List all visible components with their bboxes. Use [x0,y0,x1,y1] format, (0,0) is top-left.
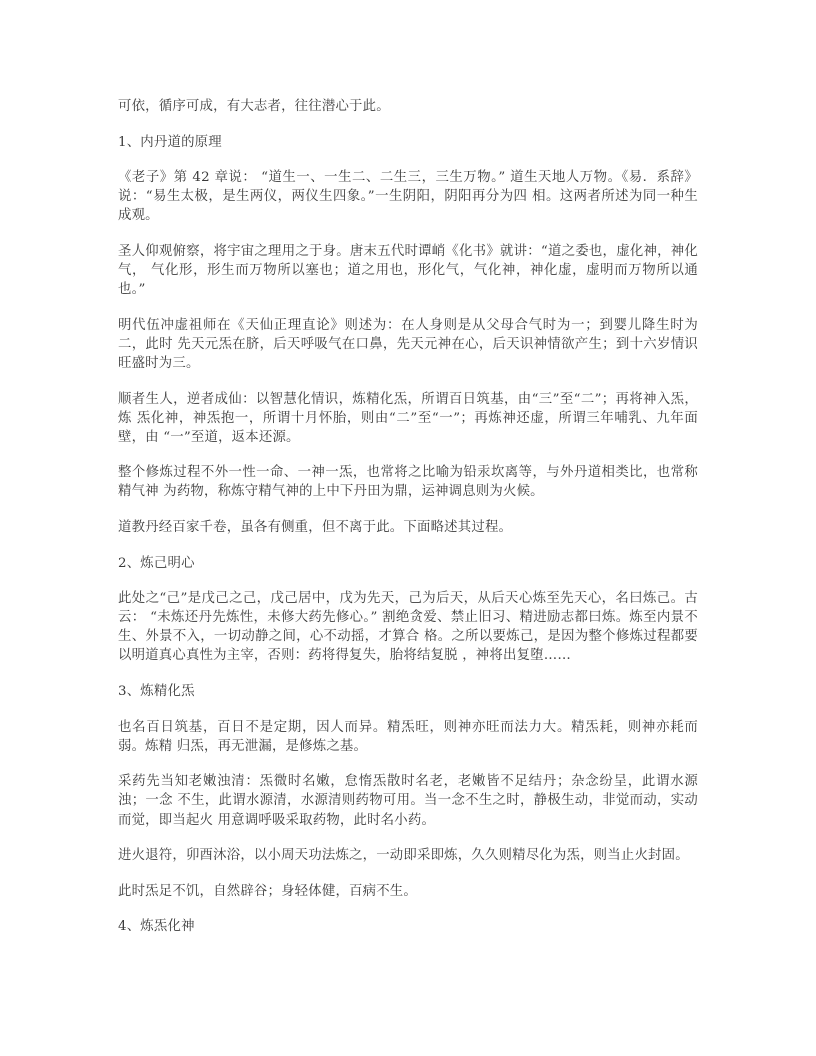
paragraph: 也名百日筑基，百日不是定期，因人而异。精炁旺，则神亦旺而法力大。精炁耗，则神亦耗而弱。炼精 归炁，再无泄漏，是修炼之基。 [118,719,698,754]
section-heading: 4、炼炁化神 [118,919,195,935]
paragraph: 圣人仰观俯察，将宇宙之理用之于身。唐末五代时谭峭《化书》就讲：“道之委也，虚化神，神化气， 气化形，形生而万物所以塞也；道之用也，形化气，气化神，神化虚，虚明而万物所以通也。” [118,243,698,298]
section-heading: 1、内丹道的原理 [118,134,222,150]
paragraph: 整个修炼过程不外一性一命、一神一炁，也常将之比喻为铅汞坎离等，与外丹道相类比，也常称精气神 为药物，称炼守精气神的上中下丹田为鼎，运神调息则为火候。 [118,465,698,500]
paragraph: 此时炁足不饥，自然辟谷；身轻体健，百病不生。 [118,883,417,899]
paragraph: 采药先当知老嫩浊清：炁微时名嫩，怠惰炁散时名老，老嫩皆不足结丹；杂念纷呈，此谓水源浊；一念 不生，此谓水源清，水源清则药物可用。当一念不生之时，静极生动，非觉而动，实动而觉，即当起火 用意调呼吸采取药物，此时名小药。 [118,774,698,828]
paragraph: 顺者生人，逆者成仙：以智慧化情识，炼精化炁，所谓百日筑基，由“三”至“二”；再将神入炁，炼 炁化神，神炁抱一，所谓十月怀胎，则由“二”至“一”；再炼神还虚，所谓三年哺乳、九年面壁，由 “一”至道，返本还源。 [118,391,698,445]
paragraph: 道教丹经百家千卷，虽各有侧重，但不离于此。下面略述其过程。 [118,520,513,535]
section-heading: 3、炼精化炁 [118,684,195,700]
paragraph: 明代伍冲虚祖师在《天仙正理直论》则述为：在人身则是从父母合气时为一；到婴儿降生时为二，此时 先天元炁在脐，后天呼吸气在口鼻，先天元神在心，后天识神情欲产生；到十六岁情识旺盛时为三。 [118,317,698,371]
section-heading: 2、炼己明心 [118,555,195,571]
paragraph: 《老子》第 42 章说： “道生一、一生二、二生三，三生万物。” 道生天地人万物。《易．系辞》说：“易生太极，是生两仪，两仪生四象。”一生阴阳，阴阳再分为四 相。这两者所述为同一种生成观。 [118,170,698,224]
paragraph: 此处之“己”是戊己之己，戊己居中，戊为先天，己为后天，从后天心炼至先天心，名曰炼己。古云： “未炼还丹先炼性，未修大药先修心。” 割绝贪爱、禁止旧习、精进励志都曰炼。炼至内景不生、外景不入，一切动静之间，心不动摇，才算合 格。之所以要炼己，是因为整个修炼过程都要以明道真心真性为主宰，否则：药将得复失，胎将结复脱 ，神将出复堕…… [118,591,698,664]
paragraph: 进火退符，卯酉沐浴，以小周天功法炼之，一动即采即炼，久久则精尽化为炁，则当止火封固。 [118,848,689,864]
paragraph: 可依，循序可成，有大志者，往往潜心于此。 [118,99,390,114]
